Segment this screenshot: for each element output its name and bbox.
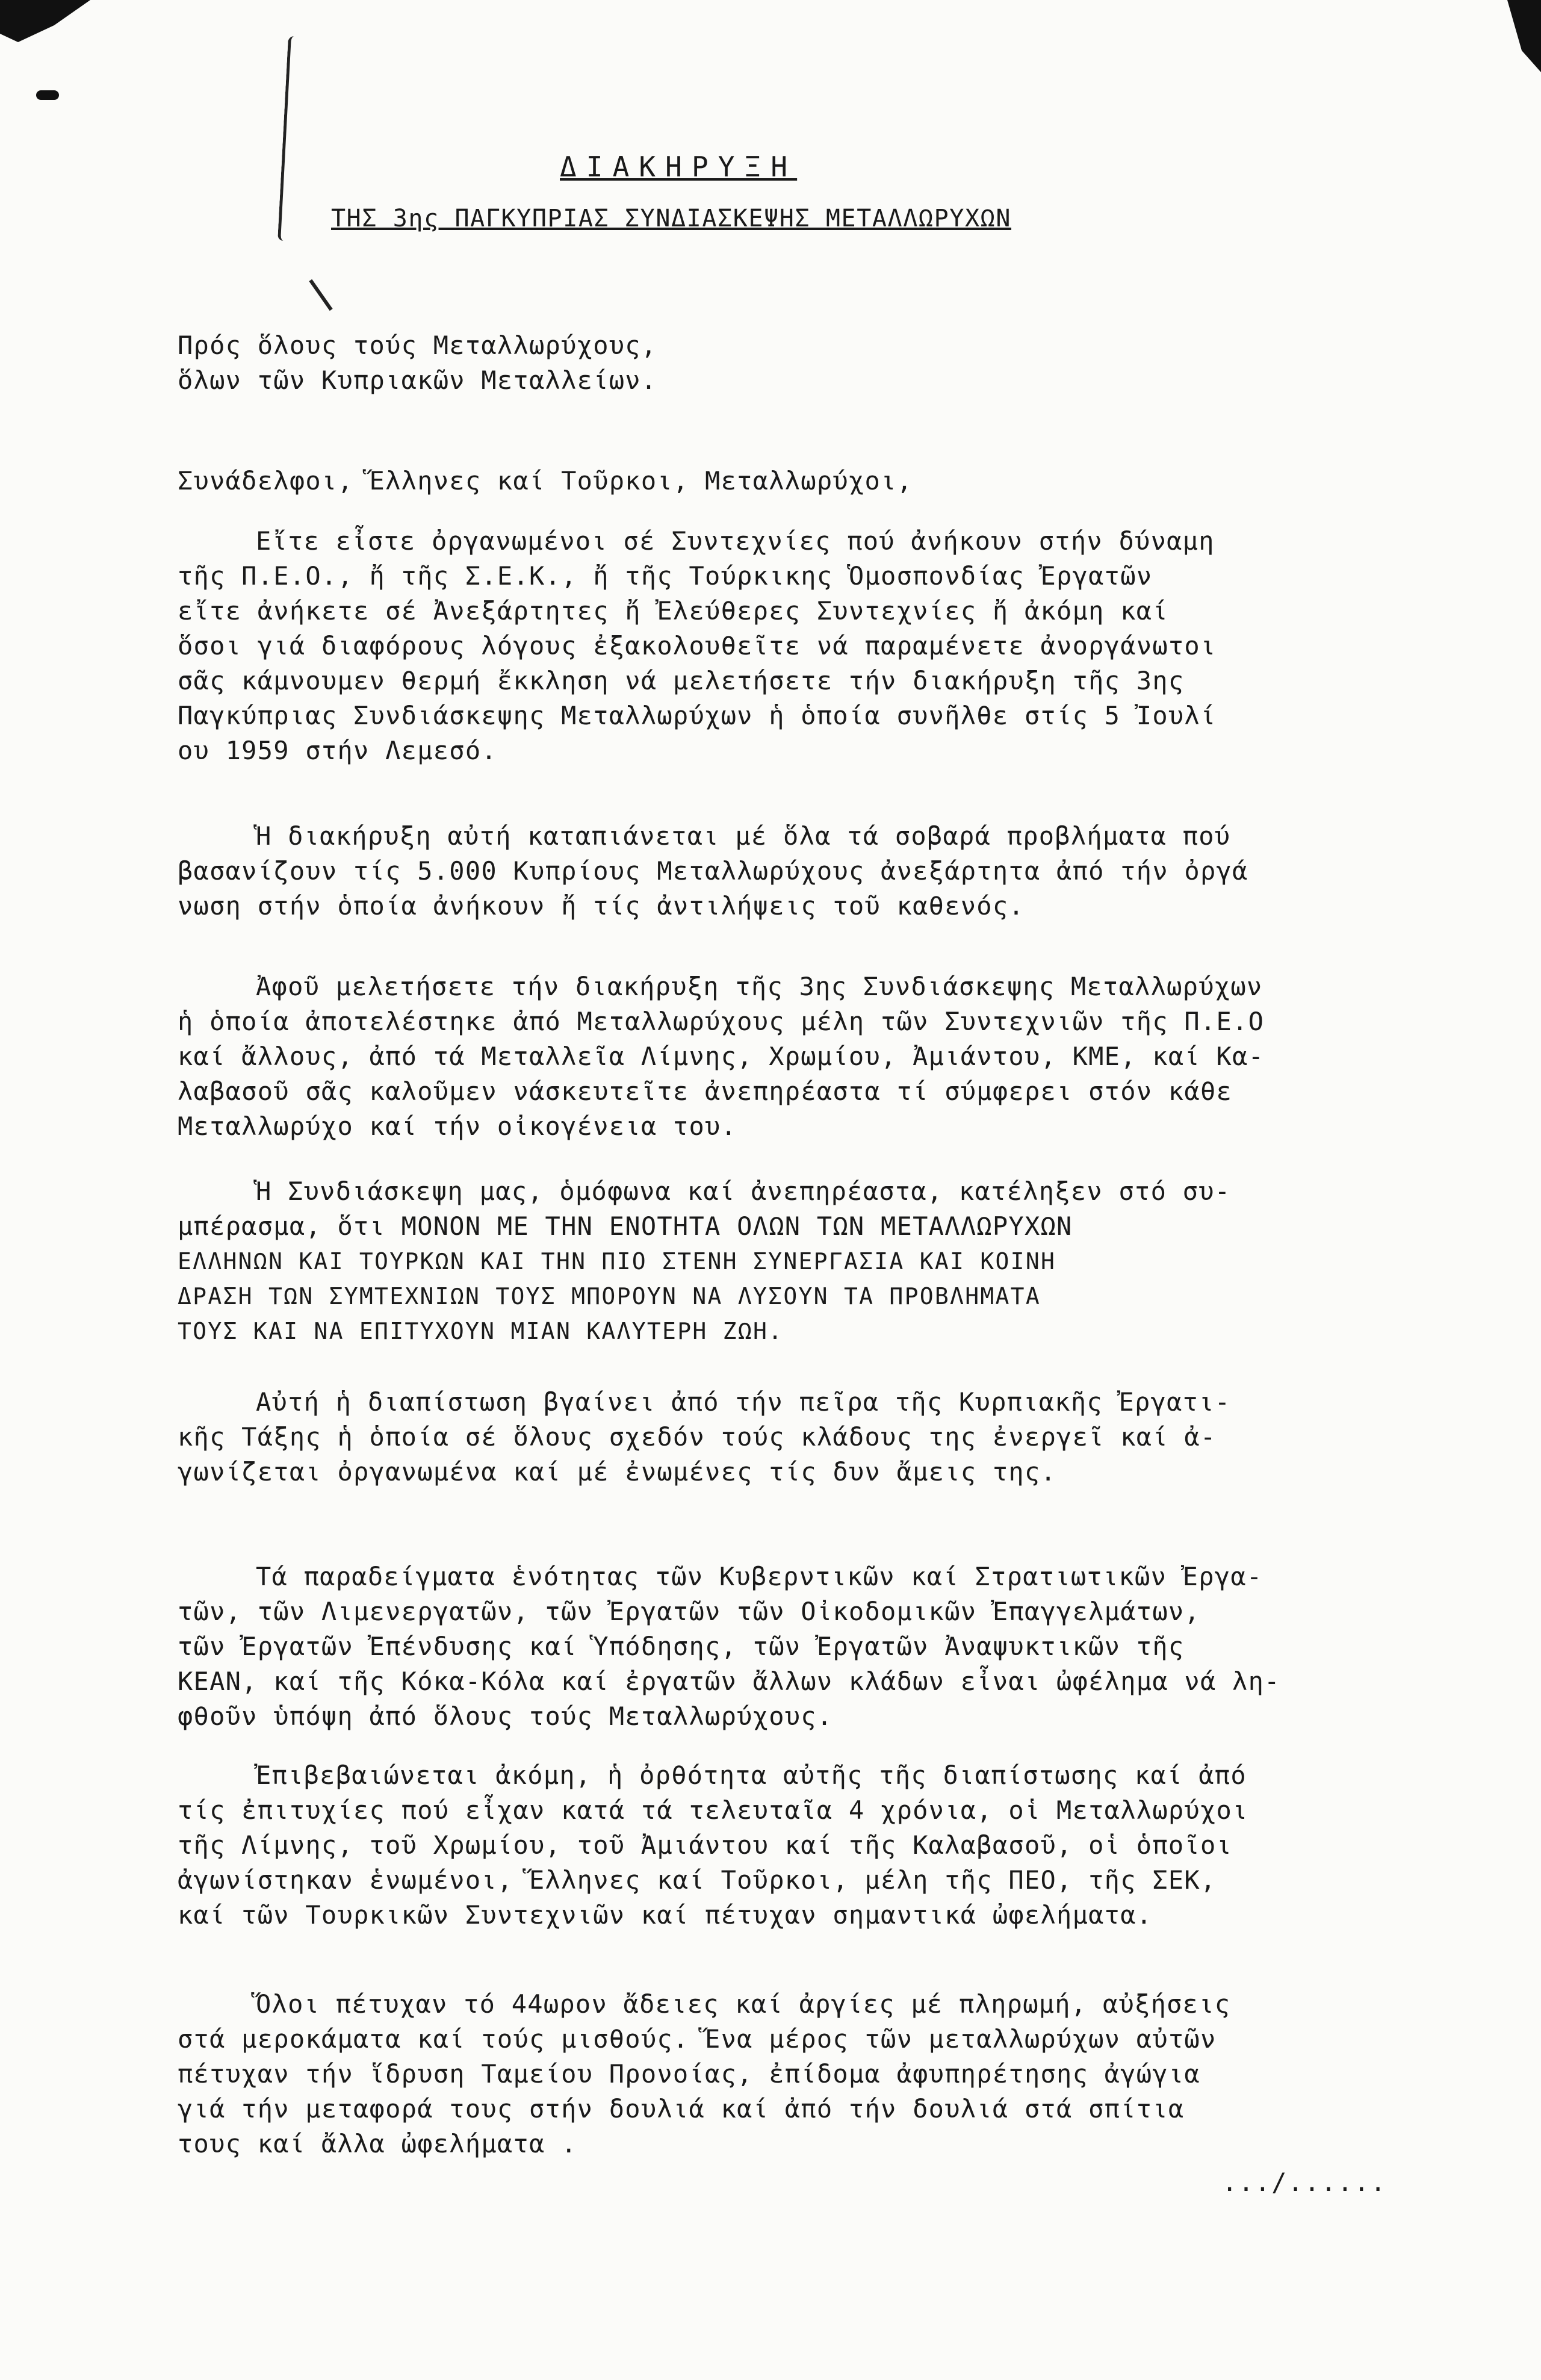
- greeting-line: Συνάδελφοι, Ἕλληνες καί Τοῦρκοι, Μεταλλωρύχοι,: [178, 466, 913, 496]
- paragraph-line: τους καί ἄλλα ὠφελήματα .: [178, 2129, 577, 2158]
- address-line: ὅλων τῶν Κυπριακῶν Μεταλλείων.: [178, 365, 657, 395]
- paragraph-line: ΤΟΥΣ ΚΑΙ ΝΑ ΕΠΙΤΥΧΟΥΝ ΜΙΑΝ ΚΑΛΥΤΕΡΗ ΖΩΗ.: [178, 1318, 784, 1344]
- paragraph-line: Ὅλοι πέτυχαν τό 44ωρον ἄδειες καί ἀργίες μέ πληρωμή, αὐξήσεις: [256, 1989, 1231, 2019]
- handwritten-mark: [309, 279, 332, 311]
- paragraph-3: [178, 969, 1430, 1144]
- paragraph-line: ἀγωνίστηκαν ἑνωμένοι, Ἕλληνες καί Τοῦρκοι, μέλη τῆς ΠΕΟ, τῆς ΣΕΚ,: [178, 1865, 1217, 1895]
- paragraph-line: στά μεροκάματα καί τούς μισθούς. Ἕνα μέρος τῶν μεταλλωρύχων αὐτῶν: [178, 2024, 1217, 2054]
- paragraph-line: τῆς Π.Ε.Ο., ἤ τῆς Σ.Ε.Κ., ἤ τῆς Τούρκικης Ὁμοσπονδίας Ἐργατῶν: [178, 561, 1153, 591]
- paragraph-2: [178, 819, 1430, 924]
- paragraph-line: Αὐτή ἡ διαπίστωση βγαίνει ἀπό τήν πεῖρα τῆς Κυρπιακῆς Ἐργατι-: [256, 1387, 1231, 1417]
- paragraph-line: καί τῶν Τουρκικῶν Συντεχνιῶν καί πέτυχαν σημαντικά ὠφελήματα.: [178, 1900, 1153, 1930]
- paragraph-line: Ἀφοῦ μελετήσετε τήν διακήρυξη τῆς 3ης Συνδιάσκεψης Μεταλλωρύχων: [256, 972, 1263, 1001]
- paragraph-line: βασανίζουν τίς 5.000 Κυπρίους Μεταλλωρύχους ἀνεξάρτητα ἀπό τήν ὀργά: [178, 856, 1248, 886]
- paragraph-line: τῶν Ἐργατῶν Ἐπένδυσης καί Ὑπόδησης, τῶν Ἐργατῶν Ἀναψυκτικῶν τῆς: [178, 1632, 1185, 1661]
- address-line: Πρός ὅλους τούς Μεταλλωρύχους,: [178, 331, 657, 360]
- paragraph-line: Εἴτε εἶστε ὀργανωμένοι σέ Συντεχνίες πού ἀνήκουν στήν δύναμη: [256, 526, 1215, 556]
- paragraph-line: ΔΡΑΣΗ ΤΩΝ ΣΥΜΤΕΧΝΙΩΝ ΤΟΥΣ ΜΠΟΡΟΥΝ ΝΑ ΛΥΣΟΥΝ ΤΑ ΠΡΟΒΛΗΜΑΤΑ: [178, 1283, 1041, 1310]
- scan-speck: [36, 90, 59, 100]
- paragraph-line: Παγκύπριας Συνδιάσκεψης Μεταλλωρύχων ἡ ὁποία συνῆλθε στίς 5 Ἰουλί: [178, 701, 1217, 730]
- paragraph-line: τῆς Λίμνης, τοῦ Χρωμίου, τοῦ Ἀμιάντου καί τῆς Καλαβασοῦ, οἱ ὁποῖοι: [178, 1830, 1233, 1860]
- greeting: [178, 464, 1430, 499]
- paragraph-7: [178, 1758, 1430, 1933]
- paragraph-line: Ἡ Συνδιάσκεψη μας, ὁμόφωνα καί ἀνεπηρέαστα, κατέληξεν στό συ-: [256, 1176, 1231, 1206]
- paragraph-line: γιά τήν μεταφορά τους στήν δουλιά καί ἀπό τήν δουλιά στά σπίτια: [178, 2094, 1185, 2124]
- paragraph-1: [178, 524, 1430, 768]
- address-block: [178, 328, 1430, 398]
- document-subtitle: ΤΗΣ 3ης ΠΑΓΚΥΠΡΙΑΣ ΣΥΝΔΙΑΣΚΕΨΗΣ ΜΕΤΑΛΛΩΡΥΧΩΝ: [331, 205, 1012, 232]
- continuation-marker: .../......: [1222, 2167, 1387, 2197]
- paragraph-line: Ἡ διακήρυξη αὐτή καταπιάνεται μέ ὅλα τά σοβαρά προβλήματα πού: [256, 821, 1231, 851]
- paragraph-6: [178, 1559, 1430, 1734]
- paragraph-line: ου 1959 στήν Λεμεσό.: [178, 736, 497, 765]
- paragraph-line: Μεταλλωρύχο καί τήν οἰκογένεια του.: [178, 1111, 737, 1141]
- paragraph-line: μπέρασμα, ὅτι ΜΟΝΟΝ ΜΕ ΤΗΝ ΕΝΟΤΗΤΑ ΟΛΩΝ ΤΩΝ ΜΕΤΑΛΛΩΡΥΧΩΝ: [178, 1211, 1073, 1241]
- paragraph-line: ΚΕΑΝ, καί τῆς Κόκα-Κόλα καί ἐργατῶν ἄλλων κλάδων εἶναι ὠφέλημα νά λη-: [178, 1667, 1280, 1696]
- paragraph-line: ἡ ὁποία ἀποτελέστηκε ἀπό Μεταλλωρύχους μέλη τῶν Συντεχνιῶν τῆς Π.Ε.Ο: [178, 1007, 1265, 1036]
- paragraph-line: γωνίζεται ὀργανωμένα καί μέ ἐνωμένες τίς δυν ἄμεις της.: [178, 1457, 1057, 1487]
- paragraph-line: τίς ἐπιτυχίες πού εἶχαν κατά τά τελευταῖα 4 χρόνια, οἱ Μεταλλωρύχοι: [178, 1795, 1248, 1825]
- paragraph-line: Ἐπιβεβαιώνεται ἀκόμη, ἡ ὀρθότητα αὐτῆς τῆς διαπίστωσης καί ἀπό: [256, 1760, 1247, 1790]
- paragraph-line: κῆς Τάξης ἡ ὁποία σέ ὅλους σχεδόν τούς κλάδους της ἐνεργεῖ καί ἀ-: [178, 1422, 1217, 1452]
- paragraph-line: πέτυχαν τήν ἵδρυση Ταμείου Προνοίας, ἐπίδομα ἀφυπηρέτησης ἀγώγια: [178, 2059, 1200, 2089]
- paragraph-line: ὅσοι γιά διαφόρους λόγους ἐξακολουθεῖτε νά παραμένετε ἀνοργάνωτοι: [178, 631, 1217, 660]
- scan-edge-artifact: [1493, 0, 1541, 72]
- paragraph-line: φθοῦν ὑπόψη ἀπό ὅλους τούς Μεταλλωρύχους.: [178, 1701, 833, 1731]
- handwritten-bracket: [278, 36, 315, 241]
- document-title: ΔΙΑΚΗΡΥΞΗ: [560, 151, 798, 183]
- paragraph-4: [178, 1174, 1430, 1349]
- paragraph-line: τῶν, τῶν Λιμενεργατῶν, τῶν Ἐργατῶν τῶν Οἰκοδομικῶν Ἐπαγγελμάτων,: [178, 1597, 1200, 1626]
- paragraph-5: [178, 1385, 1430, 1490]
- paragraph-line: νωση στήν ὁποία ἀνήκουν ἤ τίς ἀντιλήψεις τοῦ καθενός.: [178, 891, 1025, 921]
- paragraph-line: εἴτε ἀνήκετε σέ Ἀνεξάρτητες ἤ Ἐλεύθερες Συντεχνίες ἤ ἀκόμη καί: [178, 596, 1168, 626]
- paragraph-line: σᾶς κάμνουμεν θερμή ἔκκληση νά μελετήσετε τήν διακήρυξη τῆς 3ης: [178, 666, 1185, 695]
- paragraph-line: λαβασοῦ σᾶς καλοῦμεν νάσκευτεῖτε ἀνεπηρέαστα τί σύμφερει στόν κάθε: [178, 1077, 1233, 1106]
- paragraph-line: Τά παραδείγματα ἑνότητας τῶν Κυβερντικῶν καί Στρατιωτικῶν Ἐργα-: [256, 1562, 1263, 1591]
- scan-edge-artifact: [0, 0, 90, 42]
- paragraph-line: καί ἄλλους, ἀπό τά Μεταλλεῖα Λίμνης, Χρωμίου, Ἀμιάντου, ΚΜΕ, καί Κα-: [178, 1042, 1265, 1071]
- paragraph-8: [178, 1987, 1430, 2161]
- paragraph-line: ΕΛΛΗΝΩΝ ΚΑΙ ΤΟΥΡΚΩΝ ΚΑΙ ΤΗΝ ΠΙΟ ΣΤΕΝΗ ΣΥΝΕΡΓΑΣΙΑ ΚΑΙ ΚΟΙΝΗ: [178, 1248, 1056, 1275]
